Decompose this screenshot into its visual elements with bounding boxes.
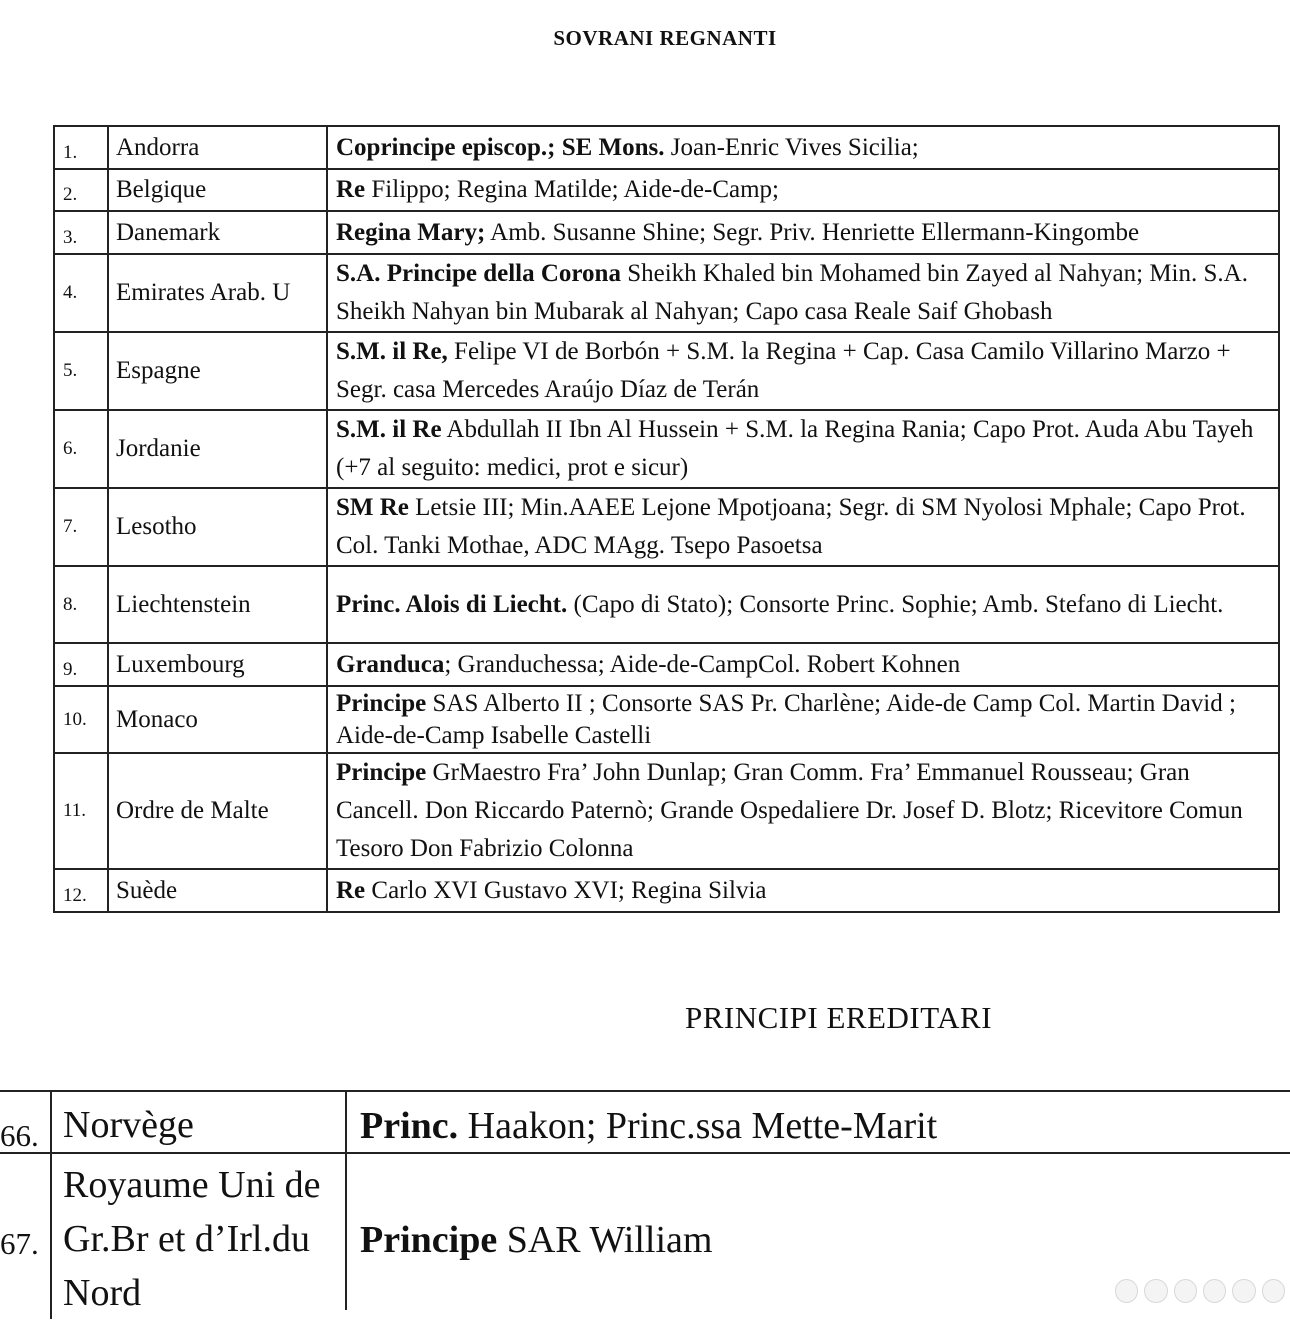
row-number: 12. [54,869,108,912]
title-bold: Princ. Alois di Liecht. [336,590,568,618]
names-text: Filippo; Regina Matilde; Aide-de-Camp; [365,176,779,203]
row-number: 6. [54,410,108,488]
delegation-members [327,566,1279,643]
country-name: Norvège [63,1104,194,1146]
delegation-members [327,332,1279,410]
title-bold: Re [336,876,366,904]
country-name: Liechtenstein [108,566,327,643]
names-text: Haakon; Princ.ssa Mette-Marit [458,1105,938,1147]
section-title-principi: PRINCIPI EREDITARI [685,1000,993,1035]
table-top-border [0,1090,1290,1092]
title-bold: Re [336,176,366,203]
row-number: 67. [0,1226,39,1261]
row-number: 2. [54,169,108,211]
row-number: 8. [54,566,108,643]
delegation-members [327,410,1279,488]
sovrani-table [53,125,1280,913]
delegation-members [327,686,1279,753]
country-name: Suède [108,869,327,912]
watermark-dot-icon [1144,1279,1167,1303]
watermark-dot-icon [1203,1279,1226,1303]
table-row [54,566,1279,643]
watermark-dot-icon [1115,1279,1138,1303]
title-bold: Principe [336,689,427,717]
names-text: (Capo di Stato); Consorte Princ. Sophie; Amb. Stefano di Liecht. [567,590,1224,618]
section-title-sovrani: SOVRANI REGNANTI [553,26,777,50]
table-row [54,686,1279,753]
table-column-divider [345,1090,347,1310]
names-text: ; Granduchessa; Aide-de-CampCol. Robert Kohnen [444,650,961,678]
names-text: Letsie III; Min.AAEE Lejone Mpotjoana; Segr. di SM Nyolosi Mphale; Capo Prot. Col. Tanki Mothae, ADC MAgg. Tsepo Pasoetsa [336,494,1246,559]
names-text: Felipe VI de Borbón + S.M. la Regina + Cap. Casa Camilo Villarino Marzo + Segr. casa Mercedes Araújo Díaz de Terán [336,338,1231,403]
title-bold: Granduca [336,650,445,678]
table-row [54,211,1279,254]
watermark [1115,1276,1285,1306]
country-name: Luxembourg [108,643,327,686]
table-row [54,753,1279,869]
table-row [54,254,1279,332]
title-bold: S.M. il Re, [336,338,448,365]
delegation-members [327,488,1279,566]
names-text: GrMaestro Fra’ John Dunlap; Gran Comm. Fra’ Emmanuel Rousseau; Gran Cancell. Don Riccardo Paternò; Grande Ospedaliere Dr. Josef D. Blotz; Ricevitore Comun Tesoro Don Fabrizio Colonna [336,759,1243,862]
country-name: Danemark [108,211,327,254]
names-text: Joan-Enric Vives Sicilia; [664,133,919,161]
row-number: 5. [54,332,108,410]
country-name: Royaume Uni de Gr.Br et d’Irl.du Nord [63,1164,321,1314]
delegation-members [360,1218,712,1262]
row-number: 66. [0,1118,39,1153]
delegation-members [327,753,1279,869]
title-bold: Principe [360,1219,498,1261]
row-number: 4. [54,254,108,332]
delegation-members [327,126,1279,169]
names-text: Sheikh Khaled bin Mohamed bin Zayed al Nahyan; Min. S.A. Sheikh Nahyan bin Mubarak al Nahyan; Capo casa Reale Saif Ghobash [336,260,1248,325]
title-bold: Principe [336,759,427,786]
row-number: 9. [54,643,108,686]
watermark-dot-icon [1262,1279,1285,1303]
country-name: Ordre de Malte [108,753,327,869]
delegation-members [327,643,1279,686]
title-bold: S.A. Principe della Corona [336,260,621,287]
country-name: Jordanie [108,410,327,488]
country-name: Lesotho [108,488,327,566]
title-bold: Coprincipe episcop.; SE Mons. [336,133,665,161]
table-row [54,869,1279,912]
table-row [54,410,1279,488]
delegation-members [327,169,1279,211]
country-name: Espagne [108,332,327,410]
row-number: 11. [54,753,108,869]
row-number: 3. [54,211,108,254]
watermark-dot-icon [1232,1279,1255,1303]
table-row [54,126,1279,169]
table-row [54,643,1279,686]
table-row [54,169,1279,211]
names-text: Amb. Susanne Shine; Segr. Priv. Henriette Ellermann-Kingombe [485,218,1140,246]
watermark-dot-icon [1174,1279,1197,1303]
table-row [54,332,1279,410]
delegation-members [327,869,1279,912]
table-row-divider [0,1152,1290,1154]
country-name: Andorra [108,126,327,169]
names-text: SAR William [497,1219,713,1261]
country-name: Monaco [108,686,327,753]
row-number: 7. [54,488,108,566]
names-text: Carlo XVI Gustavo XVI; Regina Silvia [365,876,767,904]
table-row [54,488,1279,566]
title-bold: Regina Mary; [336,218,486,246]
country-name: Emirates Arab. U [108,254,327,332]
row-number: 10. [54,686,108,753]
table-column-divider [50,1090,52,1319]
delegation-members [327,254,1279,332]
title-bold: SM Re [336,494,409,521]
delegation-members [327,211,1279,254]
row-number: 1. [54,126,108,169]
country-name: Belgique [108,169,327,211]
delegation-members [360,1104,937,1148]
title-bold: S.M. il Re [336,416,442,443]
names-text: SAS Alberto II ; Consorte SAS Pr. Charlène; Aide-de Camp Col. Martin David ; Aide-de-Camp Isabelle Castelli [336,689,1236,749]
names-text: Abdullah II Ibn Al Hussein + S.M. la Regina Rania; Capo Prot. Auda Abu Tayeh (+7 al seguito: medici, prot e sicur) [336,416,1254,481]
title-bold: Princ. [360,1105,459,1147]
